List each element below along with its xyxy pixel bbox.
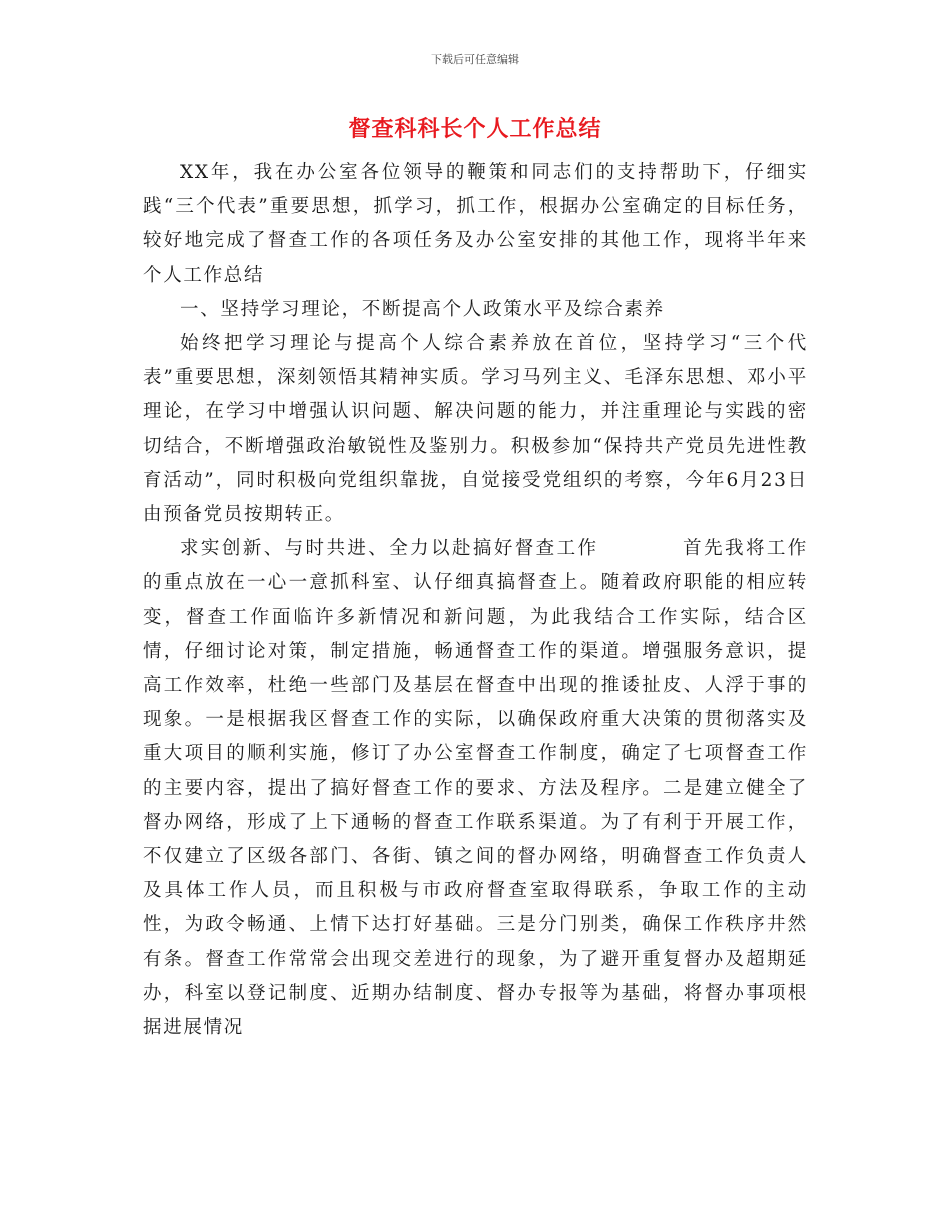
section-one-heading: 一、坚持学习理论，不断提高个人政策水平及综合素养: [180, 298, 665, 320]
section-two-paragraph: [143, 532, 808, 1045]
document-title: 督查科科长个人工作总结: [348, 116, 602, 142]
document-body: [143, 156, 808, 1045]
section-two-heading: 求实创新、与时共进、全力以赴搞好督查工作: [180, 538, 599, 560]
section-two-text: 首先我将工作的重点放在一心一意抓科室、认仔细真搞督查上。随着政府职能的相应转变，督查工作面临许多新情况和新问题，为此我结合工作实际，结合区情，仔细讨论对策，制定措施，畅通督查工作的渠道。增强服务意识，提高工作效率，杜绝一些部门及基层在督查中出现的推诿扯皮、人浮于事的现象。一是根据我区督查工作的实际，以确保政府重大决策的贯彻落实及重大项目的顺利实施，修订了办公室督查工作制度，确定了七项督查工作的主要内容，提出了搞好督查工作的要求、方法及程序。二是建立健全了督办网络，形成了上下通畅的督查工作联系渠道。为了有利于开展工作，不仅建立了区级各部门、各街、镇之间的督办网络，明确督查工作负责人及具体工作人员，而且积极与市政府督查室取得联系，争取工作的主动性，为政令畅通、上情下达打好基础。三是分门别类，确保工作秩序井然有条。督查工作常常会出现交差进行的现象，为了避开重复督办及超期延办，科室以登记制度、近期办结制度、督办专报等为基础，将督办事项根据进展情况: [143, 538, 808, 1039]
section-one-paragraph: 始终把学习理论与提高个人综合素养放在首位，坚持学习“三个代表”重要思想，深刻领悟其精神实质。学习马列主义、毛泽东思想、邓小平理论，在学习中增强认识问题、解决问题的能力，并注重理论与实践的密切结合，不断增强政治敏锐性及鉴别力。积极参加“保持共产党员先进性教育活动”，同时积极向党组织靠拢，自觉接受党组织的考察，今年6月23日由预备党员按期转正。: [143, 333, 808, 526]
page-header: 下载后可任意编辑: [431, 53, 519, 66]
intro-paragraph: XX年，我在办公室各位领导的鞭策和同志们的支持帮助下，仔细实践“三个代表”重要思想，抓学习，抓工作，根据办公室确定的目标任务，较好地完成了督查工作的各项任务及办公室安排的其他工作，现将半年来个人工作总结: [143, 162, 808, 286]
